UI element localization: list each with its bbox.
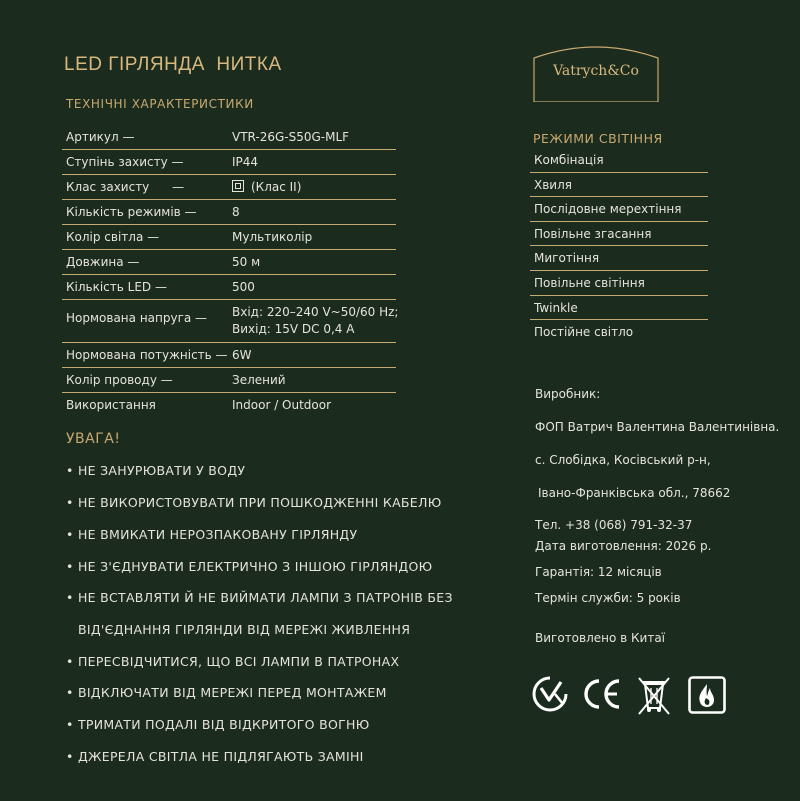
spec-value: Мультиколір [232, 230, 313, 244]
spec-row [62, 300, 399, 343]
spec-label: Нормована потужність — [66, 348, 228, 362]
spec-row [62, 225, 396, 250]
warning-item: • ТРИМАТИ ПОДАЛІ ВІД ВІДКРИТОГО ВОГНЮ [66, 717, 370, 732]
mode-item [530, 222, 708, 247]
mode-label: Повільне світіння [534, 275, 645, 290]
warranty: Гарантія: 12 місяців [535, 565, 662, 579]
warning-item: • НЕ З'ЄДНУВАТИ ЕЛЕКТРИЧНО З ІНШОЮ ГІРЛЯНДОЮ [66, 559, 433, 574]
ukrsepro-mark-icon [531, 676, 569, 712]
spec-value: IP44 [232, 155, 259, 169]
specs-table [62, 125, 399, 417]
warning-item: • ПЕРЕСВІДЧИТИСЯ, ЩО ВСІ ЛАМПИ В ПАТРОНАХ [66, 654, 400, 669]
ce-mark-icon [582, 676, 622, 712]
spec-row [62, 200, 396, 225]
fire-safety-icon [688, 676, 726, 714]
spec-row [62, 125, 396, 150]
page-title: LED ГІРЛЯНДА НИТКА [64, 54, 282, 75]
spec-label: Колір світла — [66, 230, 160, 244]
spec-row [62, 275, 396, 300]
spec-label: Кількість режимів — [66, 205, 197, 219]
mode-item [530, 246, 708, 271]
specs-heading: ТЕХНІЧНІ ХАРАКТЕРИСТИКИ [66, 97, 254, 111]
spec-value: Зелений [232, 373, 286, 387]
warning-item: • НЕ ЗАНУРЮВАТИ У ВОДУ [66, 463, 246, 478]
warning-item: • ВІДКЛЮЧАТИ ВІД МЕРЕЖІ ПЕРЕД МОНТАЖЕМ [66, 685, 387, 700]
spec-label: Колір проводу — [66, 373, 173, 387]
spec-row [62, 250, 396, 275]
spec-value: VTR-26G-S50G-MLF [232, 130, 350, 144]
spec-label: Нормована напруга — [66, 311, 208, 325]
spec-label: Кількість LED — [66, 280, 167, 294]
spec-label: Використання [66, 398, 156, 412]
mode-item [530, 148, 708, 173]
spec-value: Вхід: 220–240 V~50/60 Hz; [232, 305, 399, 319]
mode-label: Комбінація [534, 153, 604, 167]
warning-item: • НЕ ВИКОРИСТОВУВАТИ ПРИ ПОШКОДЖЕННІ КАБЕЛЮ [66, 495, 442, 510]
spec-value: Indoor / Outdoor [232, 398, 332, 412]
mode-item [530, 271, 708, 296]
mode-label: Постійне світло [534, 325, 634, 340]
warning-item: • НЕ ВМИКАТИ НЕРОЗПАКОВАНУ ГІРЛЯНДУ [66, 527, 358, 542]
warning-item: • НЕ ВСТАВЛЯТИ Й НЕ ВИЙМАТИ ЛАМПИ З ПАТРОНІВ БЕЗ [66, 590, 453, 605]
mode-item [530, 296, 708, 321]
spec-value: 6W [232, 348, 252, 362]
spec-row [62, 150, 396, 175]
brand-logo [533, 44, 659, 102]
mode-label: Twinkle [534, 300, 578, 315]
mode-item [530, 173, 708, 198]
mode-label: Миготіння [534, 251, 600, 266]
spec-label: Довжина — [66, 255, 140, 269]
spec-label: Артикул — [66, 130, 135, 144]
warning-item: • ДЖЕРЕЛА СВІТЛА НЕ ПІДЛЯГАЮТЬ ЗАМІНІ [66, 749, 364, 764]
service-life: Термін служби: 5 років [535, 591, 681, 605]
mode-label: Послідовне мерехтіння [534, 202, 682, 217]
spec-value-secondary: Вихід: 15V DC 0,4 A [232, 322, 355, 336]
mode-item [530, 320, 708, 344]
spec-row [62, 393, 396, 417]
spec-value: 50 м [232, 255, 261, 269]
spec-value: (Клас II) [251, 180, 302, 194]
mode-label: Повільне згасання [534, 226, 652, 241]
brand-name: Vatrych&Co [553, 63, 639, 79]
manufacture-date: Дата виготовлення: 2026 р. [535, 539, 712, 553]
spec-row [62, 175, 396, 200]
country-of-origin: Виготовлено в Китаї [535, 631, 666, 645]
modes-heading: РЕЖИМИ СВІТІННЯ [533, 131, 663, 146]
warning-heading: УВАГА! [66, 431, 121, 447]
mode-label: Хвиля [534, 177, 572, 192]
manufacturer-name: ФОП Ватрич Валентина Валентинівна. [535, 420, 780, 434]
modes-list [530, 148, 708, 344]
weee-crossed-bin-icon [635, 676, 673, 716]
spec-row [62, 343, 396, 368]
spec-label: Ступінь захисту — [66, 155, 184, 169]
spec-value: 8 [232, 205, 240, 219]
manufacturer-phone: Тел. +38 (068) 791-32-37 [535, 518, 693, 532]
mode-item [530, 197, 708, 222]
manufacturer-address: Івано-Франківська обл., 78662 [538, 486, 731, 500]
spec-value: 500 [232, 280, 255, 294]
spec-row [62, 368, 396, 393]
spec-value-wrap [232, 180, 301, 194]
spec-label: Клас захисту — [66, 180, 185, 194]
manufacturer-address: с. Слобідка, Косівський р-н, [535, 453, 711, 467]
warning-item-continuation: ВІД'ЄДНАННЯ ГІРЛЯНДИ ВІД МЕРЕЖІ ЖИВЛЕННЯ [78, 622, 411, 637]
double-insulation-icon [232, 180, 244, 192]
manufacturer-label: Виробник: [535, 387, 601, 401]
